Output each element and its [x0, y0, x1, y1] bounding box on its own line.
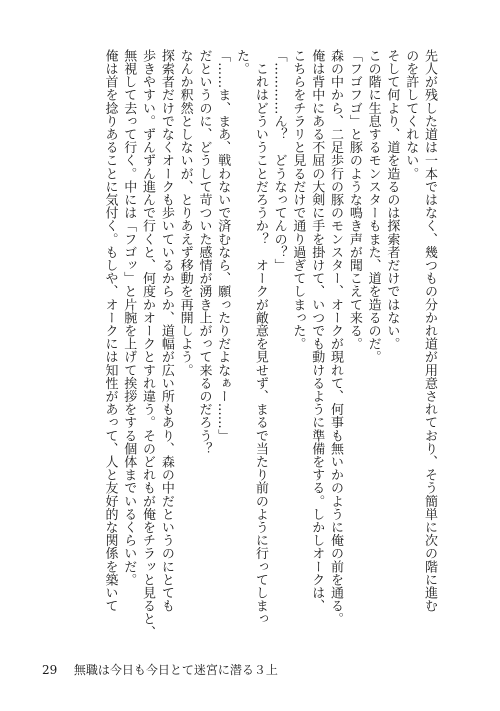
text-line: 無視して去って行く。中には「フゴッ」と片腕を上げて挨拶をする個体までいるくらいだ。: [121, 49, 137, 587]
text-line: 先人が残した道は一本ではなく、幾つもの分かれ道が用意されており、そう簡単に次の階に進む: [422, 49, 437, 613]
text-line: 探索者だけでなくオークも歩いているからか、道幅が広い所もあり、森の中だというのにとても: [158, 49, 174, 613]
text-line: 歩きやすい。ずんずん進んで行くと、何度かオークとすれ違う。そのどれもが俺をチラッと見ると、: [140, 49, 156, 639]
text-line: 「……ま、まあ、戦わないで済むなら、願ったりだよなぁー……」: [215, 49, 231, 442]
text-line: なんか釈然としないが、とりあえず移動を再開しよう。: [177, 49, 193, 377]
text-line: 「フゴフゴ」と豚のような鳴き声が聞こえて来る。: [346, 49, 362, 351]
text-line: こちらをチラリと見るだけで通り過ぎてしまった。: [290, 49, 306, 351]
text-line: 森の中から、二足歩行の豚のモンスター、オークが現れて、何事も無いかのように俺の前を通る。: [328, 49, 344, 626]
text-line: 俺は背中にある不屈の大剣に手を掛けて、いつでも動けるように準備をする。しかしオークは、: [309, 49, 325, 613]
text-line: た。: [234, 49, 250, 76]
text-line: のを許してくれない。: [403, 49, 419, 180]
text-line: この階に生息するモンスターもまた、道を造るのだ。: [365, 49, 381, 364]
text-line: これはどういうことだろうか？ オークが敵意を見せず、まるで当たり前のように行ってしまっ: [252, 49, 268, 626]
page-number: 29: [42, 663, 58, 677]
running-title: 無職は今日も今日とて迷宮に潜る３上: [73, 663, 278, 677]
text-line: 「…………ん？ どうなってんの？」: [271, 49, 287, 272]
page-footer: [42, 662, 278, 678]
text-line: だというのに、どうして苛ついた感情が湧き上がって来るのだろう？: [196, 49, 212, 456]
text-line: そして何より、道を造るのは探索者だけではない。: [384, 49, 400, 351]
text-line: 俺は首を捻りあることに気付く。もしや、オークには知性があって、人と友好的な関係を築いて: [102, 49, 118, 613]
body-text: [100, 49, 438, 655]
